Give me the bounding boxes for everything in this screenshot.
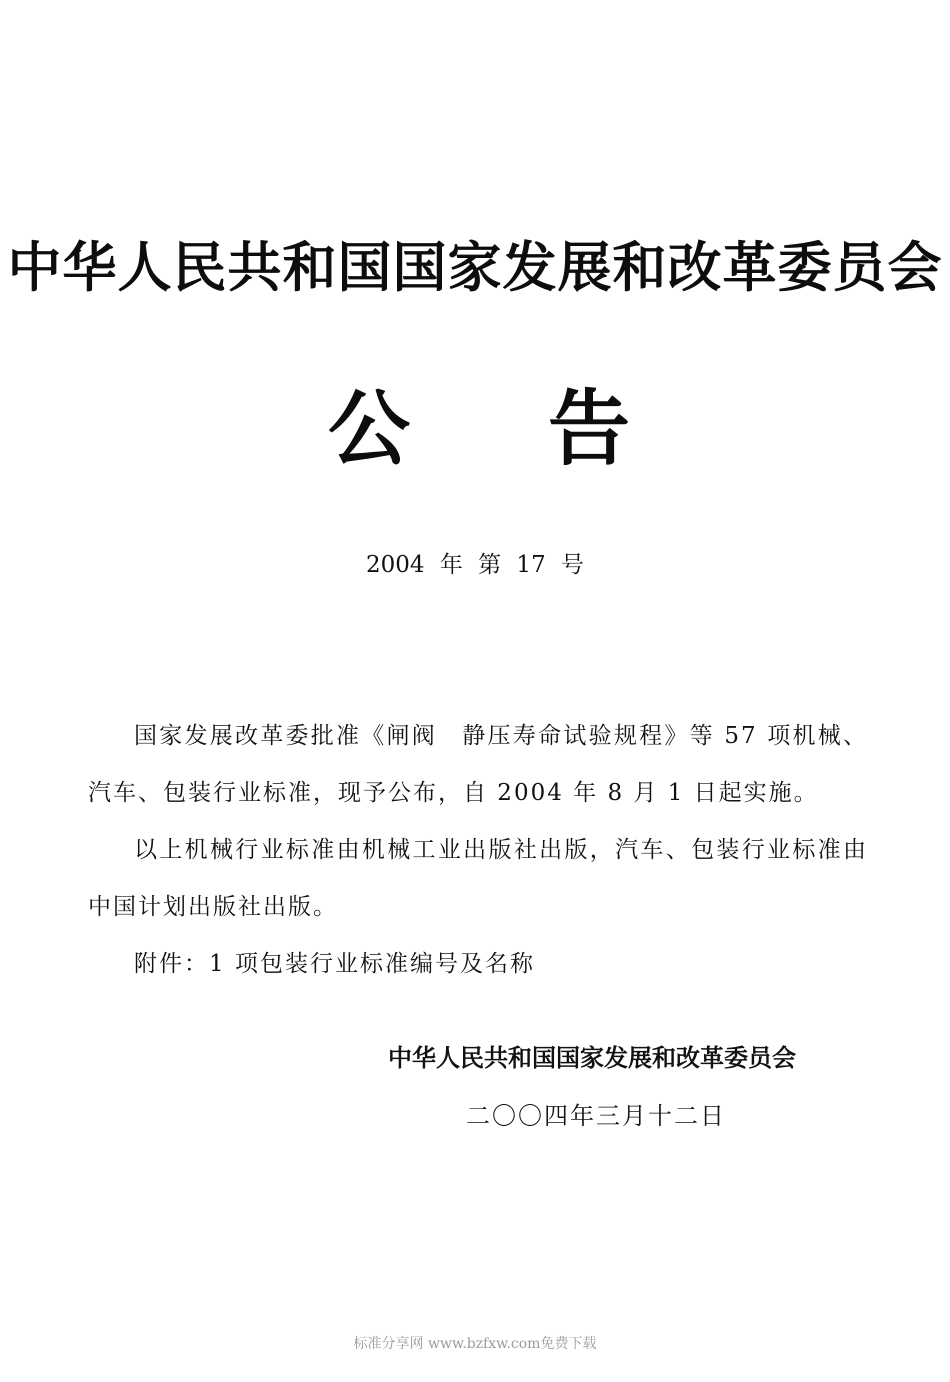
notice-title-char-1: 公: [328, 382, 411, 477]
body-paragraph-approval: 国家发展改革委批准《闸阀 静压寿命试验规程》等 57 项机械、汽车、包装行业标准，现予公布，自 2004 年 8 月 1 日起实施。: [88, 723, 868, 806]
body-paragraph-publishers: 以上机械行业标准由机械工业出版社出版，汽车、包装行业标准由中国计划出版社出版。: [88, 837, 868, 920]
signature-organization: 中华人民共和国国家发展和改革委员会: [388, 1044, 796, 1072]
document-number: 2004 年 第 17 号: [365, 552, 585, 578]
notice-body: [88, 708, 868, 993]
download-watermark: 标准分享网 www.bzfxw.com免费下载: [353, 1336, 597, 1352]
notice-title-char-2: 告: [548, 382, 631, 477]
issuing-organization-title: 中华人民共和国国家发展和改革委员会: [7, 236, 943, 299]
signature-date: 二〇〇四年三月十二日: [466, 1102, 726, 1130]
body-paragraph-attachment: 附件：1 项包装行业标准编号及名称: [134, 951, 535, 977]
